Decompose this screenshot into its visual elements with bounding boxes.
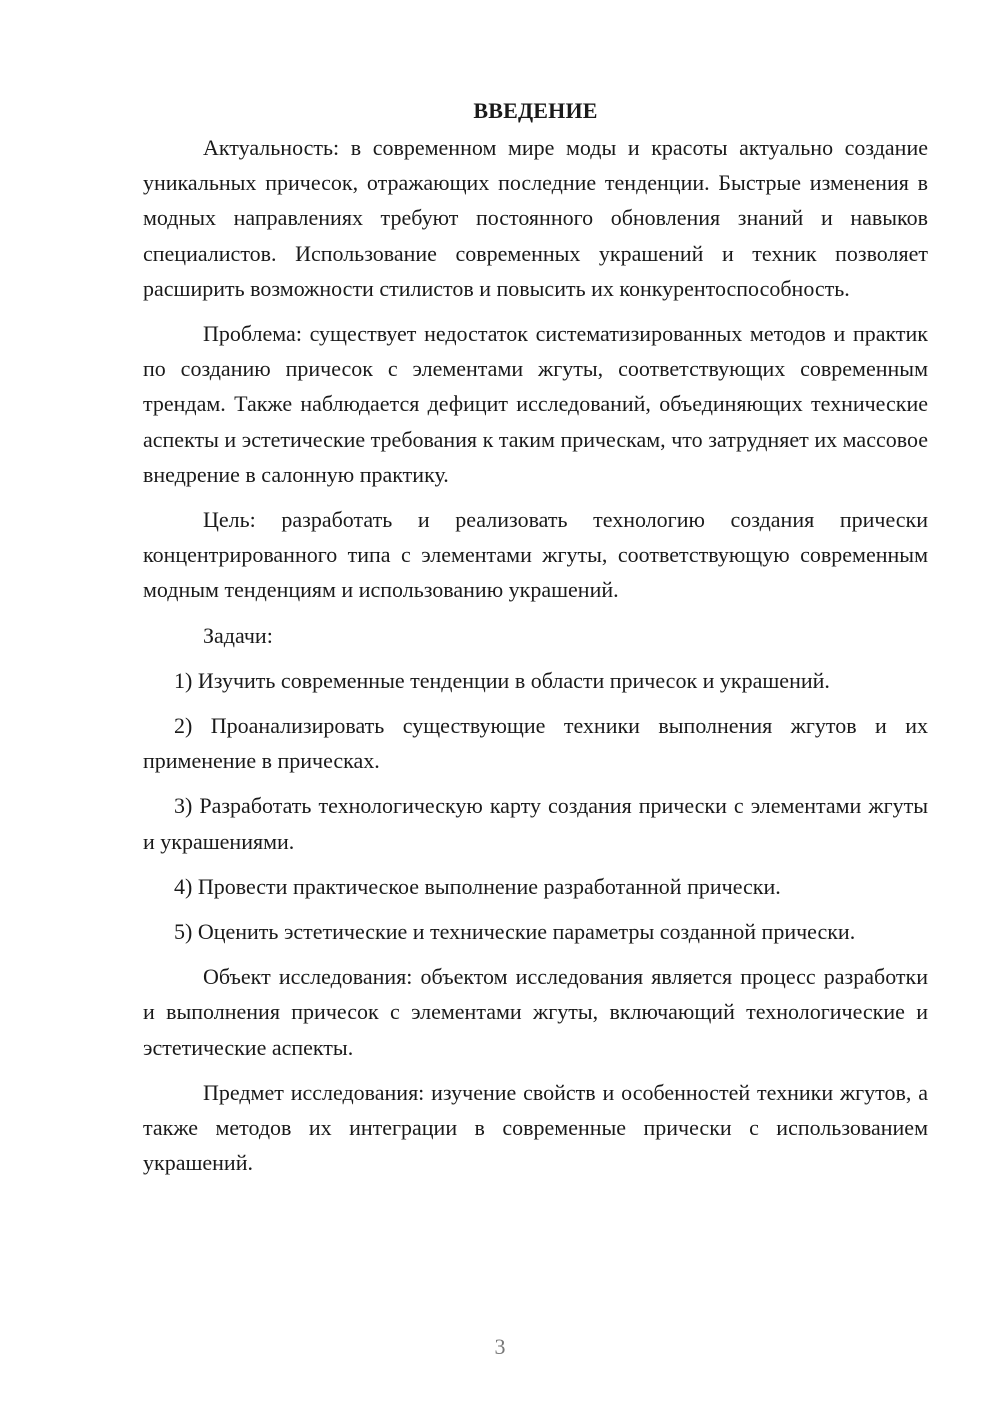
section-heading: ВВЕДЕНИЕ [473, 98, 598, 123]
task-item-2: 2) Проанализировать существующие техники выполнения жгутов и их применение в прическах. [143, 713, 928, 774]
task-item-5: 5) Оценить эстетические и технические параметры созданной прически. [174, 919, 856, 945]
page-number: 3 [494, 1334, 506, 1359]
tasks-label: Задачи: [203, 622, 273, 648]
document-page [143, 93, 928, 1190]
subject-paragraph: Предмет исследования: изучение свойств и особенностей техники жгутов, а также методов их интеграции в современные прически с использованием украшений. [143, 1079, 928, 1176]
goal-paragraph: Цель: разработать и реализовать технологию создания прически концентрированного типа с элементами жгуты, соответствующую современным модным тенденциям и использованию украшений. [143, 507, 928, 603]
object-paragraph: Объект исследования: объектом исследования является процесс разработки и выполнения причесок с элементами жгуты, включающий технологические и эстетические аспекты. [143, 964, 928, 1060]
task-item-1: 1) Изучить современные тенденции в области причесок и украшений. [174, 667, 830, 693]
task-item-3: 3) Разработать технологическую карту создания прически с элементами жгуты и украшениями. [143, 793, 928, 854]
task-item-4: 4) Провести практическое выполнение разработанной прически. [174, 873, 781, 899]
problem-paragraph: Проблема: существует недостаток систематизированных методов и практик по созданию причесок с элементами жгуты, соответствующих современным трендам. Также наблюдается дефицит исследований, объединяющих технические аспекты и эстетические требования к таким прическам, что затрудняет их массовое внедрение в салонную практику. [143, 321, 928, 487]
relevance-paragraph: Актуальность: в современном мире моды и красоты актуально создание уникальных причесок, отражающих последние тенденции. Быстрые изменения в модных направлениях требуют постоянного обновления знаний и навыков специалистов. Использование современных украшений и техник позволяет расширить возможности стилистов и повысить их конкурентоспособность. [143, 135, 928, 301]
